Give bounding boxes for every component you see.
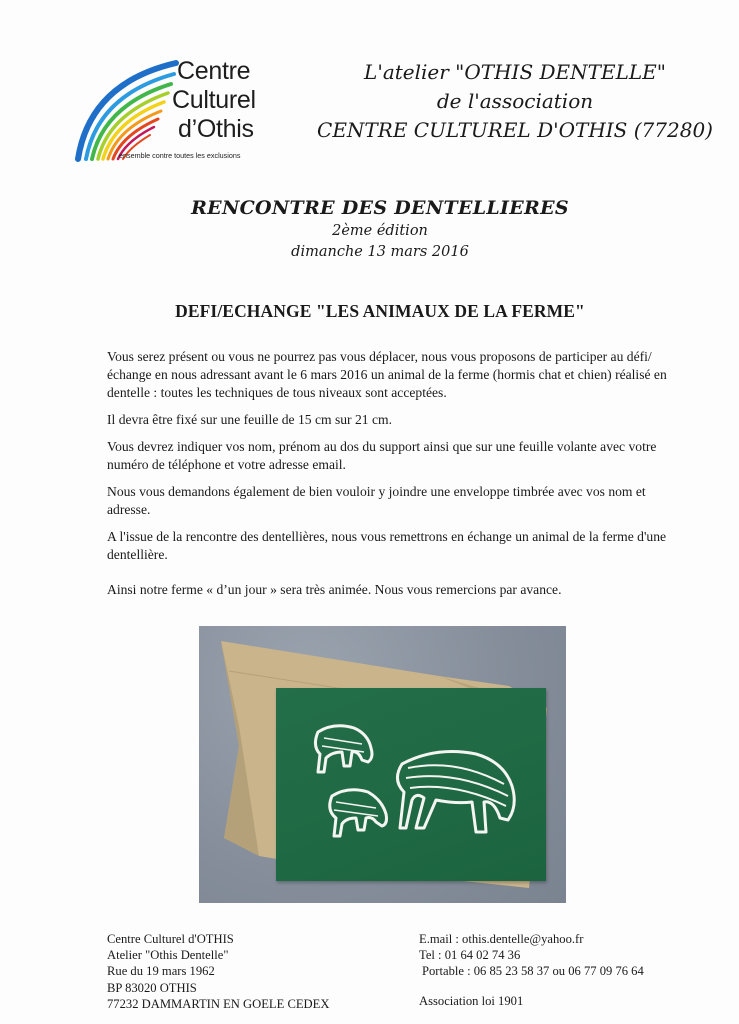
association-status: Association loi 1901 xyxy=(419,993,524,1008)
paragraph: Ainsi notre ferme « d’un jour » sera très animée. Nous vous remercions par avance. xyxy=(107,582,562,597)
event-block xyxy=(120,195,640,263)
event-title: RENCONTRE DES DENTELLIERES xyxy=(191,197,569,219)
paragraph: A l'issue de la rencontre des dentellières, nous vous remettrons en échange un animal de la ferme d'une dentellière. xyxy=(107,529,667,562)
logo-tagline: ensemble contre toutes les exclusions xyxy=(119,151,241,160)
paragraph: Vous serez présent ou vous ne pourrez pas vous déplacer, nous vous proposons de participer au défi/échange en nous adressant avant le 6 mars 2016 un animal de la ferme (hormis chat et chien) réalisé en dentelle : toutes les techniques de tous niveaux sont acceptées. xyxy=(107,349,667,400)
header-line: CENTRE CULTUREL D'OTHIS (77280) xyxy=(317,118,713,142)
address-line: Atelier "Othis Dentelle" xyxy=(107,948,229,963)
section-heading: DEFI/ECHANGE "LES ANIMAUX DE LA FERME" xyxy=(175,301,585,321)
paragraph: Il devra être fixé sur une feuille de 15 cm sur 21 cm. xyxy=(107,412,392,427)
paragraph: Vous devrez indiquer vos nom, prénom au dos du support ainsi que sur une feuille volante avec votre numéro de téléphone et votre adresse email. xyxy=(107,439,657,472)
footer-contact xyxy=(419,931,644,1009)
rainbow-arcs-icon xyxy=(72,55,182,165)
paragraph: Nous vous demandons également de bien vouloir y joindre une enveloppe timbrée avec vos nom et adresse. xyxy=(107,484,646,517)
contact-mobile: Portable : 06 85 23 58 37 ou 06 77 09 76 64 xyxy=(422,964,644,979)
logo-text-line: Culturel xyxy=(172,86,256,114)
event-date: dimanche 13 mars 2016 xyxy=(291,244,469,260)
centre-culturel-logo xyxy=(72,55,287,165)
address-line: Centre Culturel d'OTHIS xyxy=(107,932,234,946)
header-line: de l'association xyxy=(436,89,594,113)
body-text xyxy=(107,348,667,608)
lace-sheep-photo xyxy=(199,626,566,903)
event-edition: 2ème édition xyxy=(332,223,428,239)
address-line: 77232 DAMMARTIN EN GOELE CEDEX xyxy=(107,996,330,1011)
footer-address xyxy=(107,931,329,1012)
header-line: L'atelier "OTHIS DENTELLE" xyxy=(364,60,666,84)
green-card xyxy=(276,688,546,881)
address-line: Rue du 19 mars 1962 xyxy=(107,964,215,979)
logo-text-line: d’Othis xyxy=(178,115,254,143)
logo-text-line: Centre xyxy=(177,57,251,85)
address-line: BP 83020 OTHIS xyxy=(107,980,197,995)
contact-tel: Tel : 01 64 02 74 36 xyxy=(419,948,521,963)
contact-email[interactable]: E.mail : othis.dentelle@yahoo.fr xyxy=(419,932,584,946)
lace-sheep-icon xyxy=(276,688,546,881)
atelier-header xyxy=(300,58,730,145)
